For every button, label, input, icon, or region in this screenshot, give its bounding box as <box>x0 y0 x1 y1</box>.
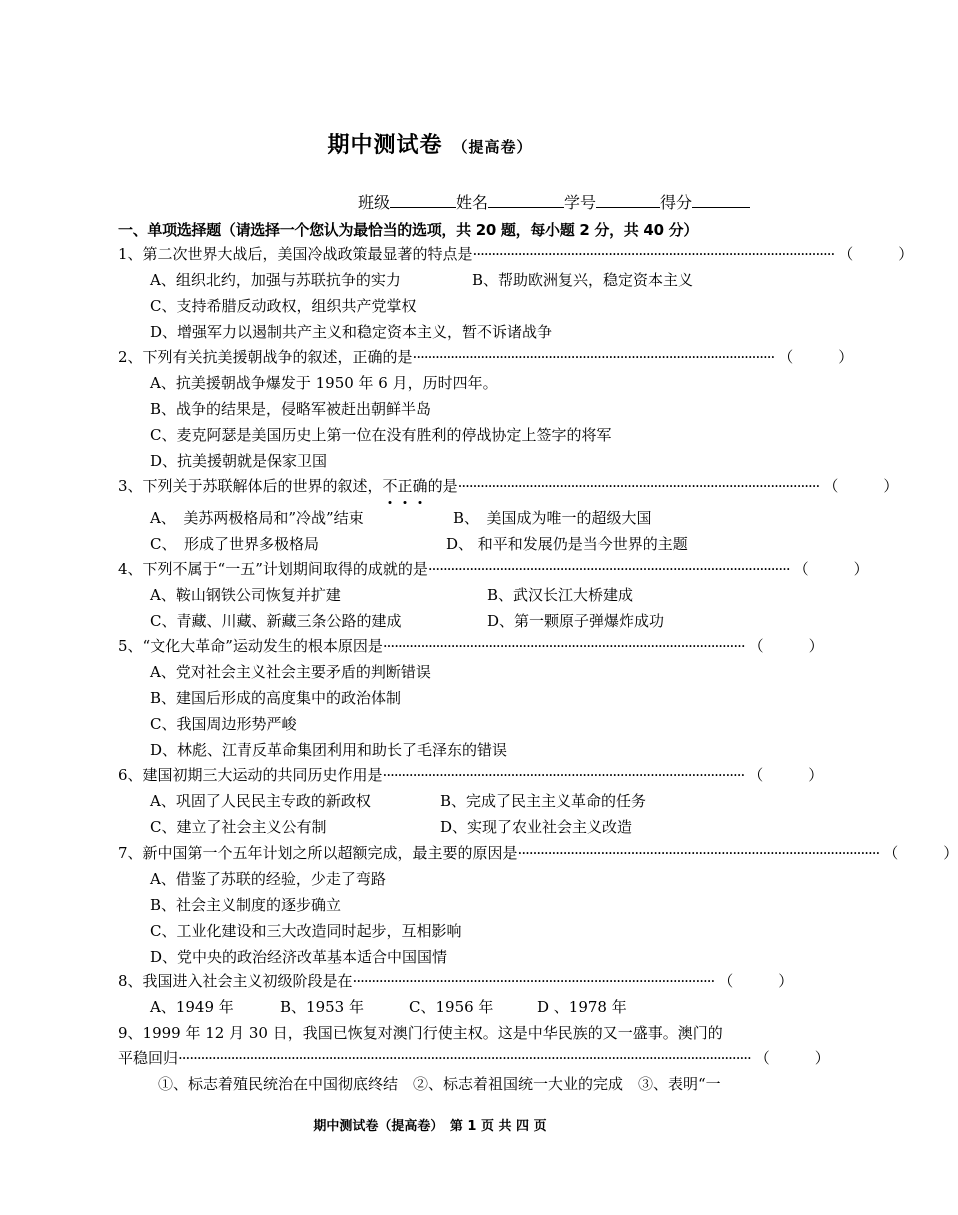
question-6 <box>118 765 824 785</box>
option-c: C、1956 年 <box>409 998 494 1016</box>
option-b: B、建国后形成的高度集中的政治体制 <box>150 689 402 707</box>
number-blank[interactable] <box>596 193 660 208</box>
option-a: A、借鉴了苏联的经验，少走了弯路 <box>150 870 386 888</box>
option-b: B、战争的结果是，侵略军被赶出朝鲜半岛 <box>150 400 432 418</box>
name-blank[interactable] <box>488 193 564 208</box>
question-5 <box>118 636 824 656</box>
option-d: D、实现了农业社会主义改造 <box>440 818 633 836</box>
option-d: D、党中央的政治经济改革基本适合中国国情 <box>150 948 448 966</box>
question-8 <box>118 971 794 991</box>
option-a: A、1949 年 <box>150 998 234 1016</box>
question-stem: 7、新中国第一个五年计划之所以超额完成，最主要的原因是 <box>118 844 518 862</box>
option-c: C、 形成了世界多极格局 <box>150 535 319 553</box>
student-info-line <box>358 190 750 213</box>
question-2 <box>118 347 854 367</box>
option-d: D 、1978 年 <box>537 998 627 1016</box>
answer-bracket[interactable]: （ ） <box>748 637 824 655</box>
question-stem: 4、下列不属于“一五”计划期间取得的成就的是 <box>118 560 428 578</box>
page-footer: 期中测试卷（提高卷） 第 1 页 共 四 页 <box>313 1119 547 1134</box>
option-b: B、帮助欧洲复兴，稳定资本主义 <box>472 271 694 289</box>
option-a: A、 美苏两极格局和”冷战”结束 <box>150 509 364 527</box>
question-stem: 6、建国初期三大运动的共同历史作用是 <box>118 766 383 784</box>
title-main: 期中测试卷 <box>327 133 443 158</box>
option-c: C、工业化建设和三大改造同时起步，互相影响 <box>150 922 462 940</box>
leader-dots: ································································································ <box>382 766 745 784</box>
question-stem: 8、我国进入社会主义初级阶段是在 <box>118 972 353 990</box>
option-c: C、青藏、川藏、新藏三条公路的建成 <box>150 612 402 630</box>
leader-dots: ································································································ <box>352 972 715 990</box>
question-9-line-2 <box>118 1048 830 1068</box>
leader-dots: ································································································ <box>382 637 745 655</box>
option-d: D、 和平和发展仍是当今世界的主题 <box>446 535 688 553</box>
title-subtitle: （提高卷） <box>452 138 533 156</box>
option-c: C、建立了社会主义公有制 <box>150 818 327 836</box>
question-1 <box>118 244 914 264</box>
answer-bracket[interactable]: （ ） <box>793 560 869 578</box>
question-stem-a: 3、下列关于苏联解体后的世界的叙述， <box>118 477 383 495</box>
page-title <box>0 128 860 159</box>
question-stem: 5、“文化大革命”运动发生的根本原因是 <box>118 637 383 655</box>
question-7 <box>118 843 958 863</box>
option-a: A、巩固了人民民主专政的新政权 <box>150 792 371 810</box>
score-blank[interactable] <box>692 193 750 208</box>
option-d: D、增强军力以遏制共产主义和稳定资本主义，暂不诉诸战争 <box>150 323 553 341</box>
option-d: D、第一颗原子弹爆炸成功 <box>487 612 665 630</box>
leader-dots: ································································································ <box>427 560 790 578</box>
class-blank[interactable] <box>390 193 456 208</box>
answer-bracket[interactable]: （ ） <box>778 348 854 366</box>
section-heading: 一、单项选择题（请选择一个您认为最恰当的选项，共 20 题，每小题 2 分，共 40 分） <box>118 221 699 239</box>
option-b: B、完成了民主主义革命的任务 <box>440 792 647 810</box>
question-9-options: ①、标志着殖民统治在中国彻底终结 ②、标志着祖国统一大业的完成 ③、表明“一 <box>158 1075 721 1093</box>
class-label: 班级 <box>358 193 391 212</box>
option-a: A、组织北约，加强与苏联抗争的实力 <box>150 271 401 289</box>
option-c: C、支持希腊反动政权，组织共产党掌权 <box>150 297 417 315</box>
leader-dots: ························································································································································ <box>178 1049 751 1067</box>
option-a: A、鞍山钢铁公司恢复并扩建 <box>150 586 341 604</box>
option-b: B、1953 年 <box>280 998 364 1016</box>
answer-bracket[interactable]: （ ） <box>754 1049 830 1067</box>
answer-bracket[interactable]: （ ） <box>883 844 958 862</box>
option-c: C、我国周边形势严峻 <box>150 715 297 733</box>
answer-bracket[interactable]: （ ） <box>838 245 914 263</box>
option-a: A、党对社会主义社会主要矛盾的判断错误 <box>150 663 431 681</box>
number-label: 学号 <box>564 193 597 212</box>
leader-dots: ································································································ <box>517 844 880 862</box>
emphasis-text: 不正确 <box>383 476 428 496</box>
question-stem-b: 的是 <box>427 477 458 495</box>
option-d: D、林彪、江青反革命集团利用和助长了毛泽东的错误 <box>150 741 508 759</box>
option-b: B、武汉长江大桥建成 <box>487 586 634 604</box>
option-b: B、 美国成为唯一的超级大国 <box>453 509 652 527</box>
name-label: 姓名 <box>456 193 489 212</box>
question-3 <box>118 476 899 496</box>
question-stem: 平稳回归 <box>118 1049 179 1067</box>
question-stem: 1、第二次世界大战后，美国冷战政策最显著的特点是 <box>118 245 473 263</box>
option-b: B、社会主义制度的逐步确立 <box>150 896 342 914</box>
question-9-line-1: 9、1999 年 12 月 30 日，我国已恢复对澳门行使主权。这是中华民族的又一盛事。澳门的 <box>118 1024 723 1042</box>
score-label: 得分 <box>660 193 693 212</box>
question-4 <box>118 559 869 579</box>
option-c: C、麦克阿瑟是美国历史上第一位在没有胜利的停战协定上签字的将军 <box>150 426 612 444</box>
leader-dots: ································································································ <box>457 477 820 495</box>
question-stem: 2、下列有关抗美援朝战争的叙述，正确的是 <box>118 348 413 366</box>
option-a: A、抗美援朝战争爆发于 1950 年 6 月，历时四年。 <box>150 374 498 392</box>
leader-dots: ································································································ <box>412 348 775 366</box>
answer-bracket[interactable]: （ ） <box>748 766 824 784</box>
answer-bracket[interactable]: （ ） <box>718 972 794 990</box>
option-d: D、抗美援朝就是保家卫国 <box>150 452 328 470</box>
leader-dots: ································································································ <box>472 245 835 263</box>
answer-bracket[interactable]: （ ） <box>823 477 899 495</box>
